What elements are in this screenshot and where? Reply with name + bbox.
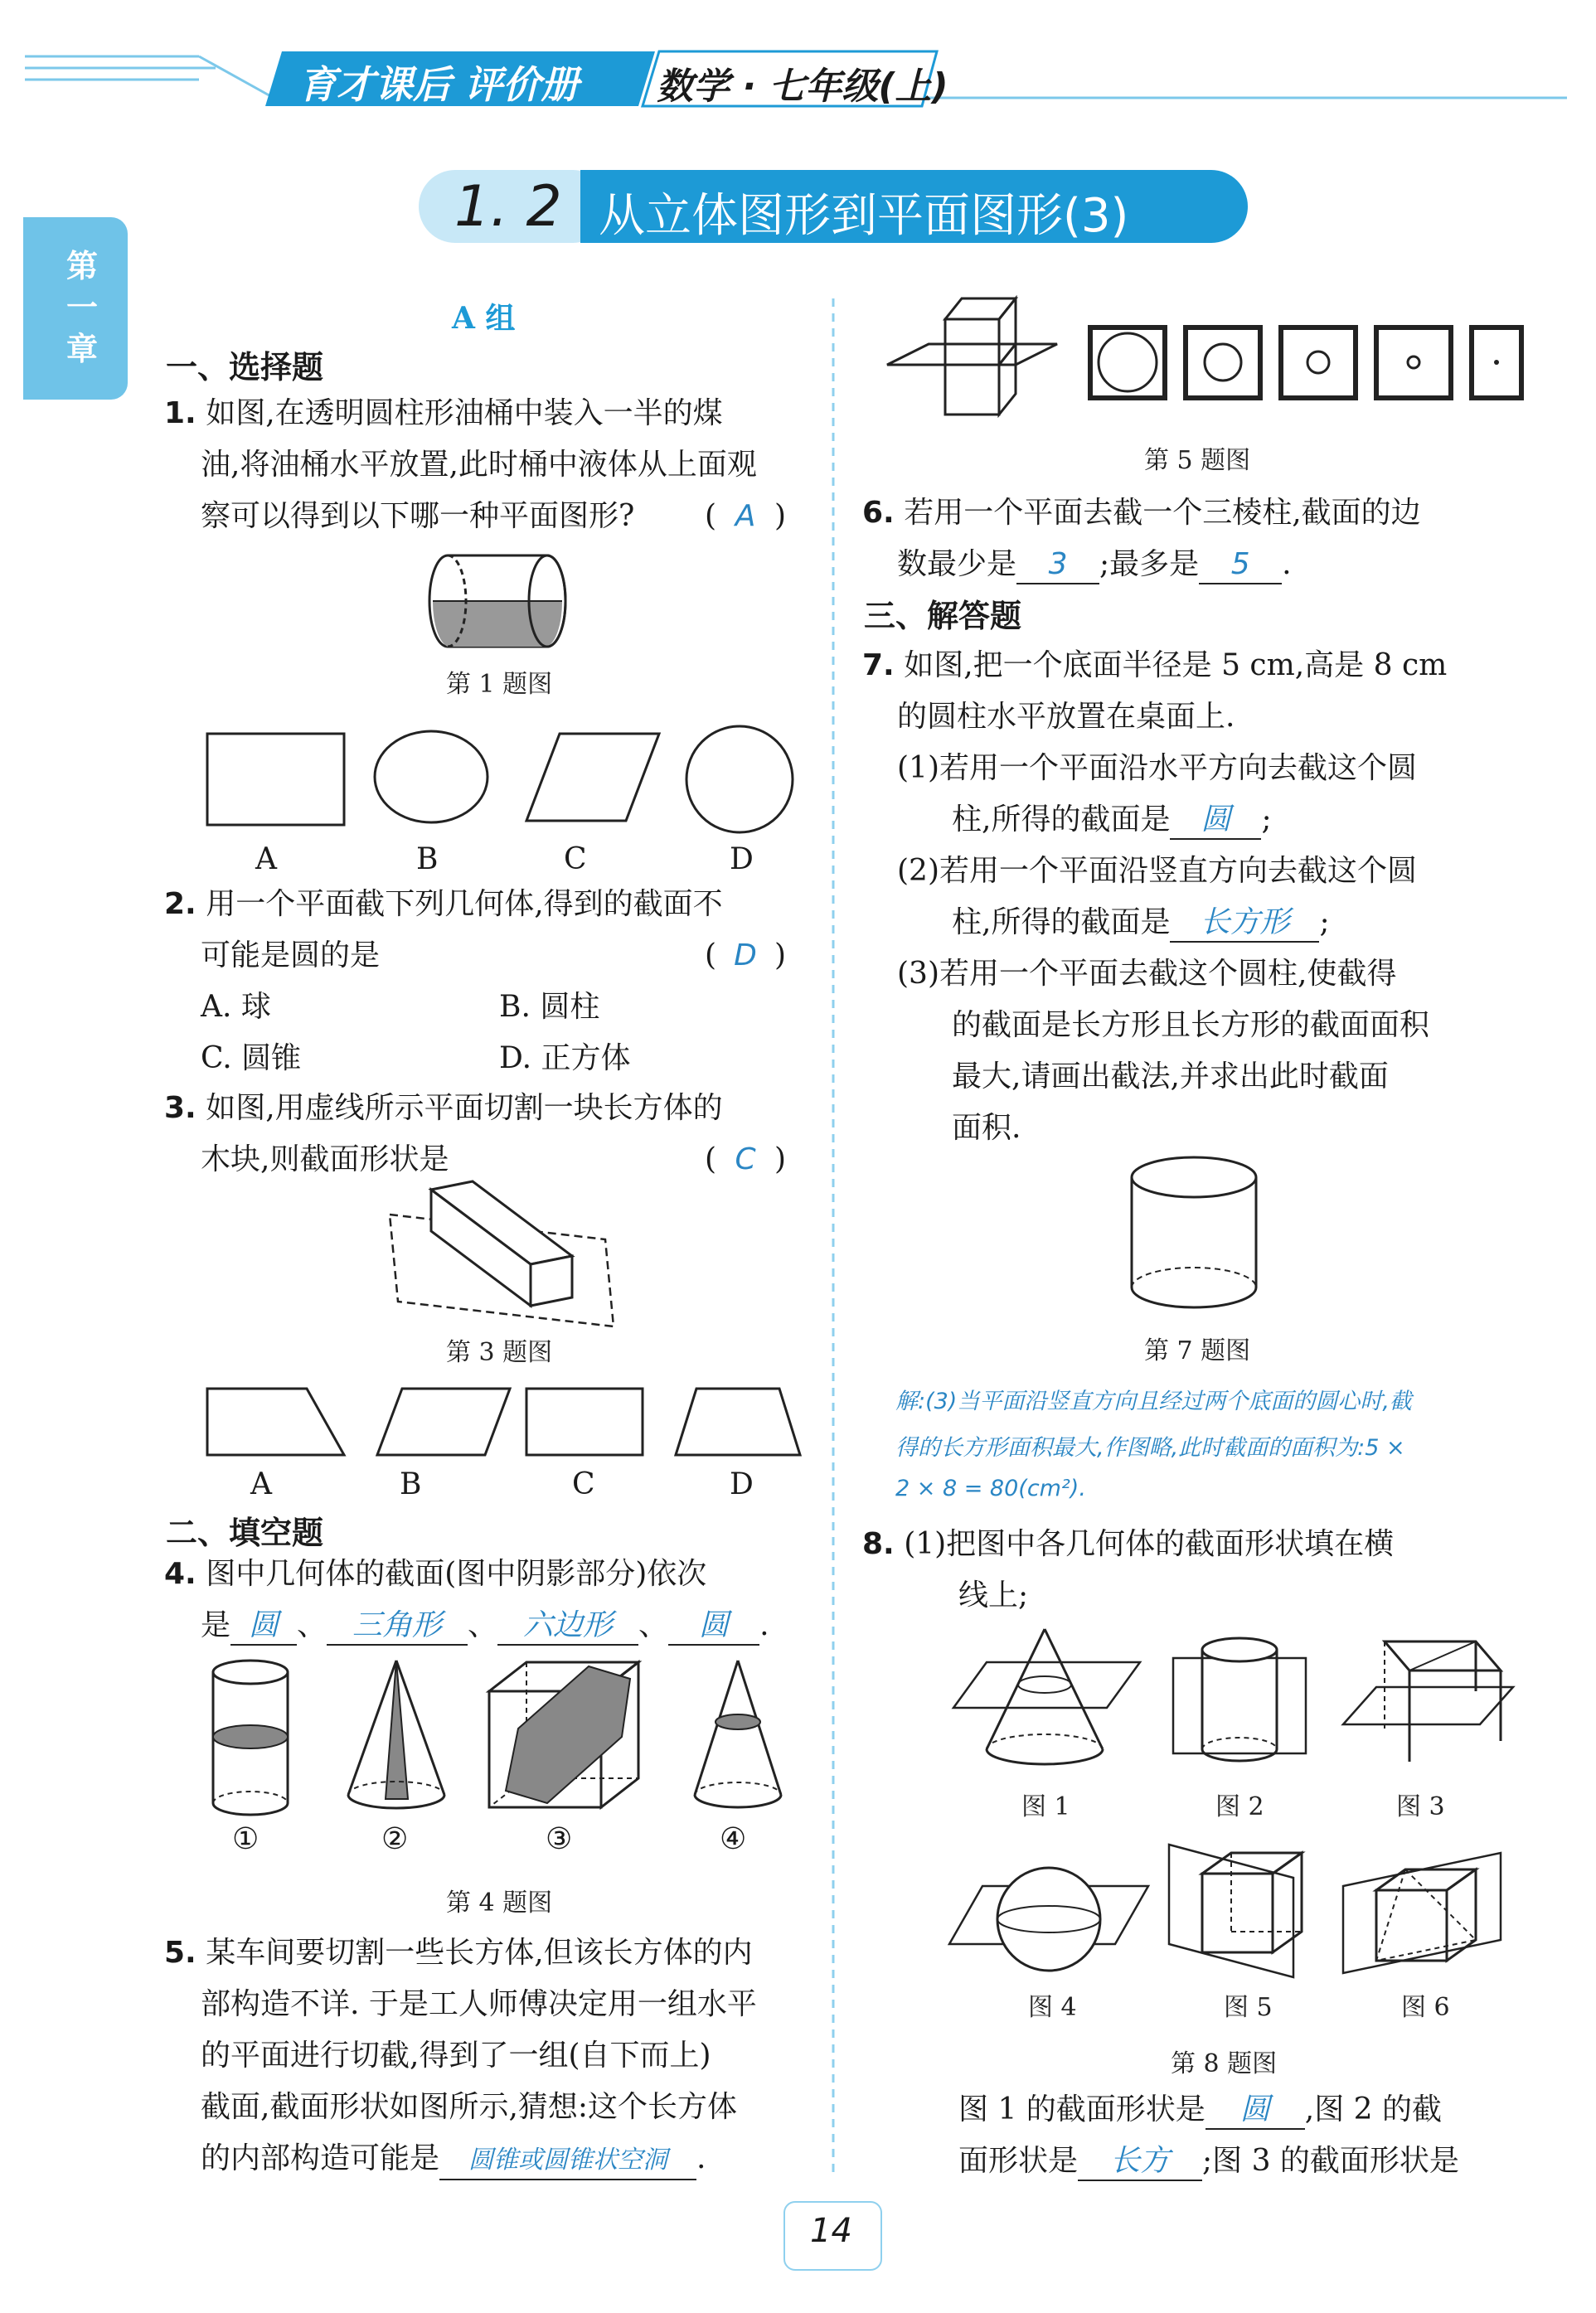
q8-fig5-label: 图 5 [1224,1993,1273,2022]
q8-fig1-line: 图 1 的截面形状是 圆 ,图 2 的截 [958,2084,1442,2136]
q8-caption: 第 8 题图 [1171,2049,1278,2078]
q6-line1: 6. 若用一个平面去截一个三棱柱,截面的边 [862,496,1421,530]
q5-line4: 截面,截面形状如图所示,猜想:这个长方体 [201,2090,738,2124]
q8-number: 8. [862,1527,895,1561]
q7-p3-line4: 面积. [952,1111,1021,1145]
q4-answer-4: 圆 [668,1607,759,1646]
q4-label-2: ② [381,1822,409,1856]
q1-line2: 油,将油桶水平放置,此时桶中液体从上面观 [201,448,757,482]
q8-fig6-label: 图 6 [1401,1993,1450,2022]
q3-line1: 3. 如图,用虚线所示平面切割一块长方体的 [164,1091,723,1125]
q4-line1: 4. 图中几何体的截面(图中阴影部分)依次 [164,1557,707,1591]
q3-line2: 木块,则截面形状是 [201,1142,449,1176]
q4-label-1: ① [232,1822,260,1856]
q7-p3-line2: 的截面是长方形且长方形的截面面积 [952,1008,1430,1042]
q7-p2-answer: 长方形 [1170,904,1319,943]
q3-option-d: D [730,1467,754,1501]
q7-caption: 第 7 题图 [1144,1336,1251,1365]
q2-line1: 2. 用一个平面截下列几何体,得到的截面不 [164,887,723,921]
page-number: 14 [810,2212,852,2250]
q1-answer-paren: ( A ) [705,491,786,542]
q2-option-a: A. 球 [201,990,271,1024]
q4-answer-2: 三角形 [327,1607,468,1646]
q4-figures [199,1654,804,1820]
q5-number: 5. [164,1936,196,1970]
q6-number: 6. [862,496,895,530]
q4-caption: 第 4 题图 [446,1889,553,1918]
q7-p1-answer: 圆 [1170,802,1261,840]
q3-figure-block [381,1181,622,1331]
q7-p2-line1: (2)若用一个平面沿竖直方向去截这个圆 [897,854,1417,888]
q4-label-4: ④ [720,1822,747,1856]
header-subject: 数学 · 七年级(上) [657,65,948,108]
q3-option-a: A [250,1467,272,1501]
q1-line1: 1. 如图,在透明圆柱形油桶中装入一半的煤 [164,396,723,430]
q2-line2: 可能是圆的是 [201,938,381,972]
q3-answer: C [735,1142,756,1176]
q1-figure-cylinder [415,543,580,651]
q7-line1: 7. 如图,把一个底面半径是 5 cm,高是 8 cm [862,648,1448,682]
q7-solution-line1: 解:(3)当平面沿竖直方向且经过两个底面的圆心时,截 [895,1389,1412,1414]
q5-line2: 部构造不详. 于是工人师傅决定用一组水平 [201,1987,757,2021]
q7-solution-line2: 得的长方形面积最大,作图略,此时截面的面积为:5 × [895,1435,1405,1461]
q7-solution-line3: 2 × 8 = 80(cm²). [895,1476,1086,1501]
q2-answer: D [734,938,757,972]
q4-answer-1: 圆 [230,1607,297,1646]
q1-option-a: A [255,842,277,876]
q4-line2: 是 圆 、 三角形 、 六边形 、 圆 . [201,1600,769,1651]
q7-p1-line1: (1)若用一个平面沿水平方向去截这个圆 [897,751,1417,785]
q5-figure [879,286,1526,427]
q3-option-c: C [572,1467,595,1501]
section-choice: 一、选择题 [166,349,324,386]
q5-answer: 圆锥或圆锥状空洞 [439,2142,696,2180]
q7-p3-line3: 最大,请画出截法,并求出此时截面 [952,1060,1389,1093]
q3-caption: 第 3 题图 [446,1338,553,1367]
q7-number: 7. [862,648,895,682]
header-brand: 育才课后 评价册 [298,62,580,107]
q1-option-c: C [564,842,587,876]
q1-option-b: B [416,842,439,876]
q5-line3: 的平面进行切截,得到了一组(自下而上) [201,2039,711,2073]
title-number: 1. 2 [454,174,562,240]
q7-p2-line2: 柱,所得的截面是 长方形 ; [952,897,1330,948]
q8-fig4-label: 图 4 [1028,1993,1077,2022]
q2-option-b: B. 圆柱 [499,990,600,1024]
q7-p1-line2: 柱,所得的截面是 圆 ; [952,794,1272,846]
q5-line5: 的内部构造可能是 圆锥或圆锥状空洞 . [201,2133,706,2184]
q1-number: 1. [164,396,196,430]
q1-line3: 察可以得到以下哪一种平面图形? [201,499,635,533]
q8-fig1-label: 图 1 [1021,1792,1070,1821]
q7-p3-line1: (3)若用一个平面去截这个圆柱,使截得 [897,957,1397,991]
q3-option-b: B [400,1467,422,1501]
q2-option-d: D. 正方体 [499,1041,631,1075]
q8-fig2-label: 图 2 [1215,1792,1264,1821]
q8-figures-row2 [945,1836,1526,1981]
section-fill: 二、填空题 [166,1515,324,1551]
title-text: 从立体图形到平面图形(3) [599,189,1129,243]
q6-answer-min: 3 [1016,546,1099,584]
q7-figure-cylinder [1128,1148,1269,1314]
q1-answer: A [735,499,756,533]
chapter-tab-label: 第一章 [66,248,99,367]
q8-fig2-line: 面形状是 长方 ;图 3 的截面形状是 [958,2136,1459,2187]
q5-caption: 第 5 题图 [1144,446,1251,475]
q7-line2: 的圆柱水平放置在桌面上. [897,700,1235,734]
q1-caption: 第 1 题图 [446,670,553,699]
q2-option-c: C. 圆锥 [201,1041,302,1075]
q2-number: 2. [164,887,196,921]
q5-line1: 5. 某车间要切割一些长方体,但该长方体的内 [164,1936,753,1970]
q3-options-figures [199,1384,804,1467]
section-answer: 三、解答题 [864,598,1022,634]
q4-label-3: ③ [546,1822,573,1856]
q4-number: 4. [164,1557,196,1591]
q8-figures-row1 [945,1625,1526,1770]
q2-answer-paren: ( D ) [705,930,786,982]
q1-option-d: D [730,842,754,876]
q6-answer-max: 5 [1199,546,1282,584]
q8-line2: 线上; [958,1578,1029,1612]
q1-options-figures [199,717,804,833]
q8-fig1-answer: 圆 [1205,2092,1305,2130]
q3-number: 3. [164,1091,196,1125]
group-label: A 组 [452,301,516,336]
q8-line1: 8. (1)把图中各几何体的截面形状填在横 [862,1527,1395,1561]
q4-answer-3: 六边形 [497,1607,638,1646]
q8-fig2-answer: 长方 [1078,2143,1202,2181]
q8-fig3-label: 图 3 [1396,1792,1445,1821]
q3-answer-paren: ( C ) [705,1134,786,1186]
q6-line2: 数最少是 3 ;最多是 5 . [897,539,1292,590]
